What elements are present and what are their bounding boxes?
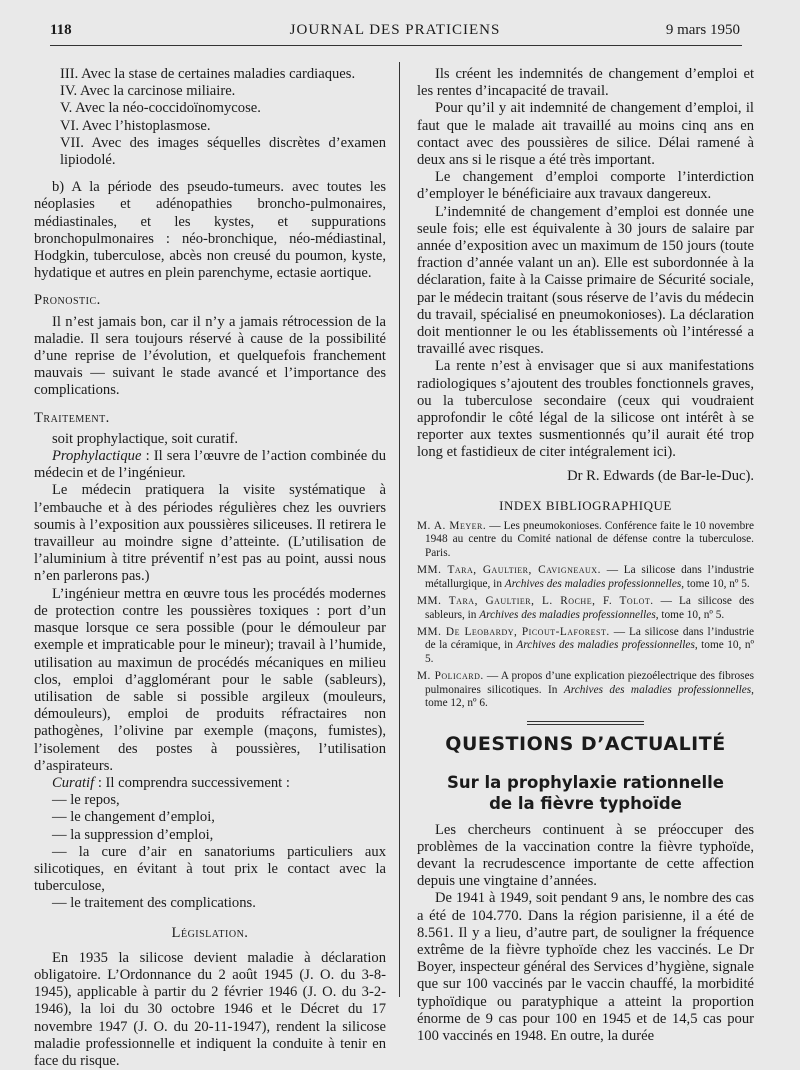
running-header [50, 20, 740, 44]
prophylactique-label: Prophylactique [52, 448, 142, 465]
paragraph [34, 775, 386, 792]
section-divider [417, 718, 754, 728]
header-rule [50, 45, 742, 46]
bib-authors: MM. Tara, Gaultier, Cavigneaux. [417, 564, 601, 577]
section-heading-traitement: Traitement. [34, 409, 110, 426]
section-heading-pronostic: Pronostic. [34, 292, 101, 309]
bibliography-entry [417, 595, 754, 622]
bib-journal: Archives des maladies professionnelles [563, 683, 752, 696]
bibliography-entry [417, 670, 754, 710]
column-divider [399, 62, 400, 997]
list-item: V. Avec la néo-coccidoïnomycose. [60, 100, 261, 117]
list-item: IV. Avec la carcinose miliaire. [60, 83, 236, 100]
issue-date: 9 mars 1950 [665, 22, 740, 38]
list-item: III. Avec la stase de certaines maladies cardiaques. [60, 66, 356, 82]
left-column [34, 66, 386, 1070]
list-item: — la cure d’air en sanatoriums particuliers aux silicotiques, en évitant à tout prix le contact avec la tuberculose, [34, 843, 386, 895]
bib-journal: Archives des maladies professionnelles [479, 608, 656, 621]
list-item: — le traitement des complications. [52, 895, 256, 912]
bib-authors: MM. Tara, Gaultier, L. Roche, F. Tolot. [417, 595, 654, 608]
bib-tail: , tome 10, nº 5. [655, 608, 725, 621]
bibliography-list [417, 520, 754, 710]
right-column [417, 66, 754, 1045]
bib-authors: M. Policard. [417, 670, 484, 683]
list-item: VI. Avec l’histoplasmose. [60, 117, 211, 134]
list-item: VII. Avec des images séquelles discrètes d’examen lipiodolé. [60, 134, 386, 169]
list-item: — le changement d’emploi, [52, 809, 215, 826]
paragraph: Ils créent les indemnités de changement d’emploi et les rentes d’incapacité de travail. [417, 66, 754, 100]
bib-text: — La silicose des sableurs, in [425, 595, 755, 621]
bibliography-entry [417, 626, 754, 666]
paragraph: Le changement d’emploi comporte l’interdiction d’employer le bénéficiaire aux travaux dangereux. [417, 169, 754, 203]
paragraph: Le médecin pratiquera la visite systématique à l’embauche et à des périodes régulières chez les ouvriers soumis à l’exposition aux poussières siliceuses. Il retirera le travailleur au moindre signe d’atteinte. (L’utilisation de l’aluminium à titre préventif n’est pas au point, aussi nous n’en parlerons pas.) [34, 482, 386, 585]
paragraph [34, 448, 386, 482]
article-title-line: Sur la prophylaxie rationnelle [446, 772, 724, 792]
paragraph: Les chercheurs continuent à se préoccuper des problèmes de la vaccination contre la fièvre typhoïde, devant la recrudescence importante de cette affection depuis une vingtaine d’années. [417, 821, 754, 890]
bib-text: — Les pneumokonioses. Conférence faite le 10 novembre 1948 au centre du Comité national de défense contre la tuberculose. Paris. [425, 520, 754, 559]
bibliography-entry [417, 564, 754, 591]
page-number: 118 [50, 22, 72, 38]
bibliography-heading: INDEX BIBLIOGRAPHIQUE [499, 497, 672, 513]
paragraph-text: : Il sera l’œuvre de l’action combinée du médecin et de l’ingénieur. [34, 448, 386, 482]
paragraph: L’indemnité de changement d’emploi est donnée une seule fois; elle est équivalente à 30 jours de salaire par année d’exposition avec un maximum de 150 jours (toute fraction d’année valant un an). Elle est subordonnée à la déclaration, faite à la Caisse primaire de Sécurité sociale, par le médecin traitant (sous réserve de l’avis du médecin du travail, spécialisé en pneumokonioses). La déclaration doit mentionner le ou les établissements où l’intéressé a travaillé avec risques. [417, 203, 754, 358]
paragraph: Pour qu’il y ait indemnité de changement d’emploi, il faut que le malade ait travaillé au moins cinq ans en contact avec des poussières de silice. Délai ramené à deux ans si le risque a été très important. [417, 100, 754, 169]
article-title-line: de la fièvre typhoïde [489, 793, 682, 813]
bib-authors: MM. De Leobardy, Picout-Laforest. [417, 625, 610, 638]
bib-journal: Archives des maladies professionnelles [504, 577, 682, 590]
bib-text: — La silicose dans l’industrie métallurgique, in [425, 564, 754, 590]
journal-title: JOURNAL DES PRATICIENS [289, 22, 501, 38]
paragraph: En 1935 la silicose devient maladie à déclaration obligatoire. L’Ordonnance du 2 août 1945 (J. O. du 3-8-1945), applicable à partir du 2 février 1946 (J. O. du 3-2-1946), la loi du 30 octobre 1946 et le Décret du 17 novembre 1947 (J. O. du 20-11-1947), rendent la silicose maladie professionnelle et indiquent la conduite à tenir en face du risque. [34, 949, 386, 1069]
author-signature: Dr R. Edwards (de Bar-le-Duc). [567, 467, 754, 484]
paragraph: De 1941 à 1949, soit pendant 9 ans, le nombre des cas a été de 104.770. Dans la région parisienne, il a été de 8.561. Il y a lieu, d’autre part, de souligner la fréquence extrême de la fièvre typhoïde chez les vaccinés. Le Dr Boyer, inspecteur général des Services d’hygiène, signale que sur 100 vaccinés par le vaccin chauffé, la morbidité typhoïdique ou paratyphique a atteint la proportion énorme de 9 cas pour 100 en 1945 et de 14,5 cas pour 100 vaccinés en 1948. En outre, la durée [417, 890, 754, 1044]
curatif-label: Curatif [52, 774, 95, 791]
paragraph: soit prophylactique, soit curatif. [52, 430, 239, 447]
bib-journal: Archives des maladies professionnelles [516, 639, 695, 652]
list-item: — le repos, [52, 792, 120, 809]
section-heading-legislation: Législation. [171, 924, 249, 941]
paragraph: L’ingénieur mettra en œuvre tous les procédés modernes de protection contre les poussières toxiques : port d’un masque lorsque ce sera possible (pour le démouleur par exemple et impraticable pour le mineur); travail à l’humide, utilisation au maximun de procédés mécaniques en milieu clos, emploi d’agglomérant pour le sable (sableurs), utilisation de sable si possible argileux (mouleurs, démouleurs), emploi de produits réfractaires non pathogènes, l’olivine par exemple (maçons, fumistes), l’isolement des postes à poussières, l’utilisation d’aspirateurs. [34, 585, 386, 774]
paragraph-text: : Il comprendra successivement : [94, 774, 290, 791]
bib-tail: , tome 10, nº 5. [681, 577, 750, 590]
paragraph: La rente n’est à envisager que si aux manifestations radiologiques s’ajoutent des troubles fonctionnels graves, ou la tuberculose secondaire (ceux qui voudraient approfondir le côté légal de la silicose ont intérêt à se reporter aux textes susmentionnés qu’il aurait été trop long et fastidieux de citer intégralement ici). [417, 358, 754, 461]
bib-text: — La silicose dans l’industrie de la céramique, in [425, 625, 754, 652]
list-item: — la suppression d’emploi, [52, 826, 214, 843]
paragraph: Il n’est jamais bon, car il n’y a jamais rétrocession de la maladie. Il sera toujours réservé à cause de la possibilité d’une reprise de l’évolution, et quelquefois franchement mauvais — suivant le stade avancé et l’importance des complications. [34, 313, 386, 399]
paragraph: b) A la période des pseudo-tumeurs. avec toutes les néoplasies et adénopathies broncho-pulmonaires, médiastinales, et les kystes, et suppurations bronchopulmonaires : néo-bronchique, néo-médiastinal, Hodgkin, tuberculose, abcès non creusé du poumon, kyste, hydatique et autres en plein parenchyme, ectasie aortique. [34, 179, 386, 282]
bibliography-entry [417, 520, 754, 560]
bib-tail: , tome 10, nº 5. [425, 639, 754, 665]
bib-text: — A propos d’une explication piezoélectrique des fibroses pulmonaires silicotiques. In [425, 670, 754, 696]
bib-authors: M. A. Meyer. [417, 520, 487, 533]
section-title: QUESTIONS D’ACTUALITÉ [445, 733, 726, 756]
bib-tail: , tome 12, nº 6. [425, 683, 754, 709]
article-title [417, 772, 754, 814]
